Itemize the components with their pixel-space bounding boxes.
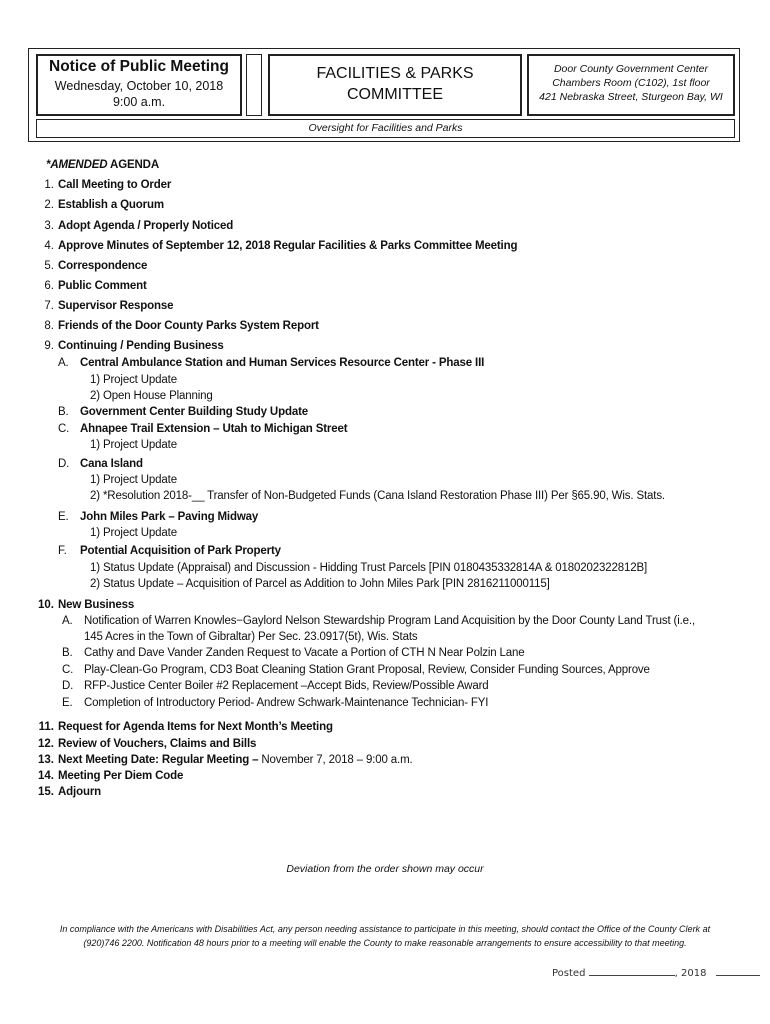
item-2-text: Establish a Quorum: [58, 199, 164, 211]
item-9-number: 9.: [44, 340, 54, 352]
item-9a-sub2: 2) Open House Planning: [90, 390, 213, 402]
committee-name-1: FACILITIES & PARKS: [316, 65, 474, 82]
item-12-number: 12.: [38, 738, 54, 750]
committee-name-2: COMMITTEE: [347, 86, 443, 103]
ada-line-2: (920)746 2200. Notification 48 hours prior to a meeting will enable the County to make reasonable arrangements to ensure accessibility to that meeting.: [83, 938, 687, 948]
item-9d-sub2: 2) *Resolution 2018-__ Transfer of Non-Budgeted Funds (Cana Island Restoration Phase III) Per §65.90, Wis. Stats.: [90, 490, 665, 502]
item-9a-text: Central Ambulance Station and Human Services Resource Center - Phase III: [80, 357, 485, 369]
item-9d-sub1: 1) Project Update: [90, 474, 177, 486]
meeting-time: 9:00 a.m.: [112, 95, 166, 109]
item-10a-line2: 145 Acres in the Town of Gibraltar) Per Sec. 23.0917(5t), Wis. Stats: [84, 631, 418, 643]
item-1-text: Call Meeting to Order: [58, 179, 172, 191]
item-9e-sub1: 1) Project Update: [90, 527, 177, 539]
item-9a-sub1: 1) Project Update: [90, 374, 177, 386]
item-7-text: Supervisor Response: [58, 300, 174, 312]
item-6-number: 6.: [44, 280, 54, 292]
item-5-text: Correspondence: [58, 260, 148, 272]
item-9b-letter: B.: [58, 406, 69, 418]
posted-date-blank: [589, 966, 675, 976]
committee-box: [268, 54, 522, 116]
item-9-text: Continuing / Pending Business: [58, 340, 224, 352]
item-13-date: November 7, 2018 – 9:00 a.m.: [258, 754, 413, 766]
item-12-text: Review of Vouchers, Claims and Bills: [58, 738, 257, 750]
item-9a-letter: A.: [58, 357, 69, 369]
item-9c-letter: C.: [58, 423, 70, 435]
item-4-text: Approve Minutes of September 12, 2018 Regular Facilities & Parks Committee Meeting: [58, 240, 518, 252]
item-10a-line1: Notification of Warren Knowles−Gaylord Nelson Stewardship Program Land Acquisition by the Door County Land Trust (i.e.,: [84, 615, 696, 627]
item-3-number: 3.: [44, 220, 54, 232]
item-9f-sub1: 1) Status Update (Appraisal) and Discussion - Hidding Trust Parcels [PIN 0180435332814A & 0180202322812B]: [90, 562, 648, 574]
posted-year: , 2018: [674, 968, 707, 979]
item-9e-text: John Miles Park – Paving Midway: [80, 511, 259, 523]
ada-notice: [30, 922, 740, 950]
item-13-text: Next Meeting Date: Regular Meeting –: [58, 754, 259, 766]
posted-label: Posted: [552, 968, 586, 979]
item-6-text: Public Comment: [58, 280, 147, 292]
ada-line-1: In compliance with the Americans with Disabilities Act, any person needing assistance to participate in this meeting, should contact the Office of the County Clerk at: [59, 924, 711, 934]
item-10b-text: Cathy and Dave Vander Zanden Request to Vacate a Portion of CTH N Near Polzin Lane: [84, 647, 525, 659]
item-14-number: 14.: [38, 770, 54, 782]
item-13-line: [58, 754, 413, 766]
item-9f-sub2: 2) Status Update – Acquisition of Parcel as Addition to John Miles Park [PIN 2816211000115]: [90, 578, 550, 590]
location-line-3: 421 Nebraska Street, Sturgeon Bay, WI: [539, 91, 723, 103]
meeting-date: Wednesday, October 10, 2018: [54, 79, 224, 93]
item-9b-text: Government Center Building Study Update: [80, 406, 309, 418]
item-11-text: Request for Agenda Items for Next Month’s Meeting: [58, 721, 333, 733]
item-10d-text: RFP-Justice Center Boiler #2 Replacement –Accept Bids, Review/Possible Award: [84, 680, 489, 692]
item-9c-sub1: 1) Project Update: [90, 439, 177, 451]
item-10e-letter: E.: [62, 697, 73, 709]
item-5-number: 5.: [44, 260, 54, 272]
item-15-text: Adjourn: [58, 786, 102, 798]
item-10a-letter: A.: [62, 615, 73, 627]
item-4-number: 4.: [44, 240, 54, 252]
oversight-text: Oversight for Facilities and Parks: [308, 122, 463, 134]
item-9f-letter: F.: [58, 545, 67, 557]
amended-mark: *AMENDED: [46, 159, 108, 171]
item-10-text: New Business: [58, 599, 135, 611]
item-10e-text: Completion of Introductory Period- Andrew Schwark-Maintenance Technician- FYI: [84, 697, 489, 709]
item-9f-text: Potential Acquisition of Park Property: [80, 545, 281, 557]
item-8-text: Friends of the Door County Parks System Report: [58, 320, 319, 332]
agenda-heading: [46, 159, 159, 171]
item-10c-text: Play-Clean-Go Program, CD3 Boat Cleaning Station Grant Proposal, Review, Consider Funding Sources, Approve: [84, 664, 650, 676]
posted-initials-blank: [716, 966, 760, 976]
location-line-1: Door County Government Center: [553, 63, 709, 75]
item-9e-letter: E.: [58, 511, 69, 523]
notice-title: Notice of Public Meeting: [49, 58, 229, 75]
item-15-number: 15.: [38, 786, 54, 798]
item-10-number: 10.: [38, 599, 54, 611]
item-1-number: 1.: [44, 179, 54, 191]
deviation-note: Deviation from the order shown may occur: [286, 863, 484, 875]
agenda-word: AGENDA: [107, 159, 159, 171]
item-14-text: Meeting Per Diem Code: [58, 770, 184, 782]
item-10c-letter: C.: [62, 664, 74, 676]
item-3-text: Adopt Agenda / Properly Noticed: [58, 220, 234, 232]
item-10b-letter: B.: [62, 647, 73, 659]
item-7-number: 7.: [44, 300, 54, 312]
item-11-number: 11.: [38, 721, 54, 733]
item-9d-letter: D.: [58, 458, 70, 470]
item-9c-text: Ahnapee Trail Extension – Utah to Michigan Street: [80, 423, 348, 435]
location-line-2: Chambers Room (C102), 1st floor: [552, 77, 710, 89]
item-10d-letter: D.: [62, 680, 74, 692]
item-8-number: 8.: [44, 320, 54, 332]
header-spacer-box: [246, 54, 262, 116]
item-13-number: 13.: [38, 754, 54, 766]
item-9d-text: Cana Island: [80, 458, 143, 470]
item-2-number: 2.: [44, 199, 54, 211]
posted-line: [552, 966, 760, 979]
